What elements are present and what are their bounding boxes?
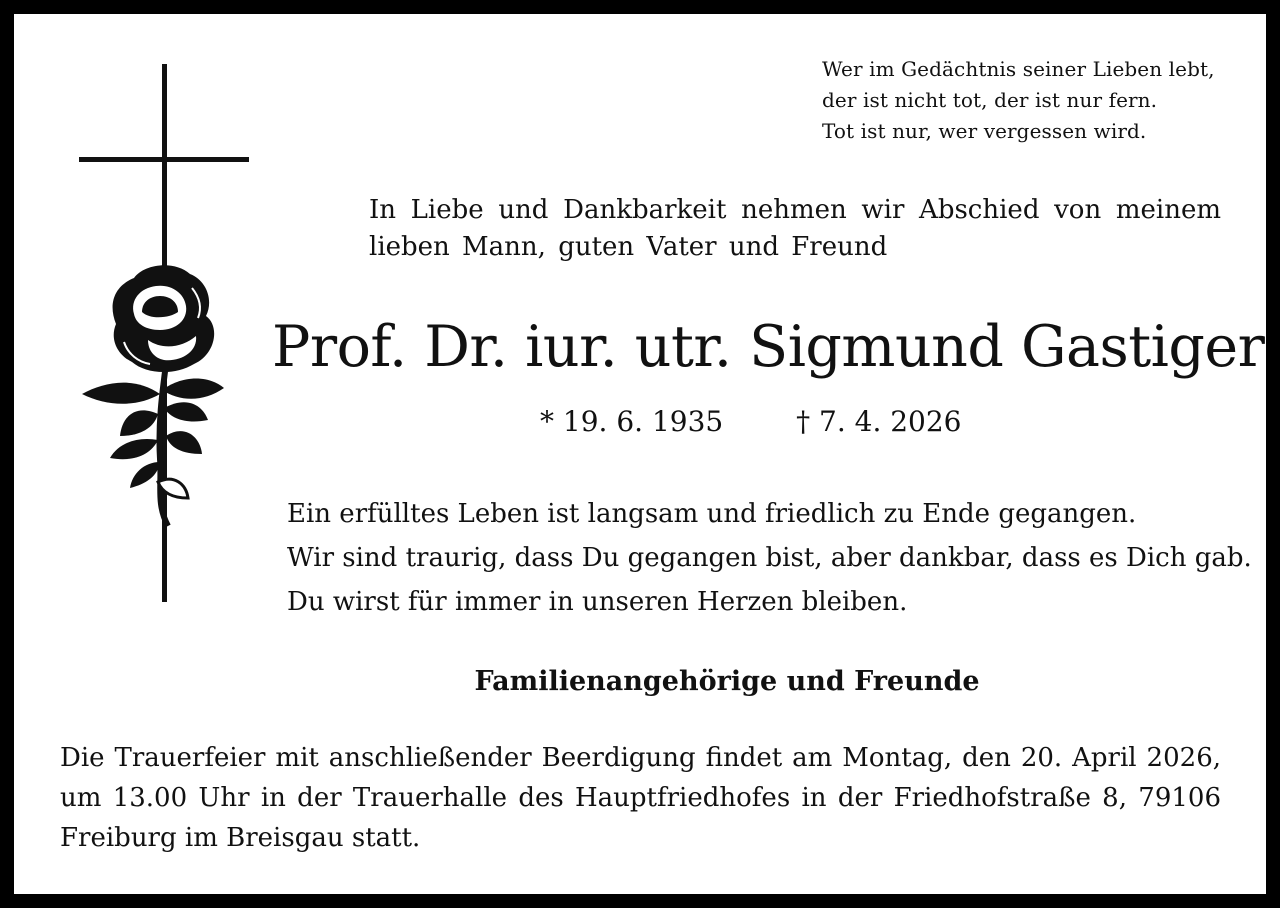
farewell-intro: In Liebe und Dankbarkeit nehmen wir Abschied von meinem lieben Mann, guten Vater und Freund <box>369 195 1221 262</box>
motto-line-2: der ist nicht tot, der ist nur fern. <box>822 88 1158 112</box>
death-date: † 7. 4. 2026 <box>796 405 962 438</box>
obituary-notice <box>14 14 1266 894</box>
memorial-verse <box>287 492 1252 624</box>
motto-line-1: Wer im Gedächtnis seiner Lieben lebt, <box>822 57 1215 81</box>
verse-line-1: Ein erfülltes Leben ist langsam und friedlich zu Ende gegangen. <box>287 499 1137 529</box>
rose-icon <box>82 265 224 526</box>
funeral-details: Die Trauerfeier mit anschließender Beerdigung findet am Montag, den 20. April 2026, um 13.00 Uhr in der Trauerhalle des Hauptfriedhofes in der Friedhofstraße 8, 79106 Freiburg im Breisgau statt. <box>60 743 1221 853</box>
motto-quote <box>822 54 1215 147</box>
cross-with-rose-emblem <box>74 64 254 604</box>
verse-line-2: Wir sind traurig, dass Du gegangen bist, aber dankbar, dass es Dich gab. <box>287 543 1252 573</box>
life-dates <box>540 402 962 442</box>
birth-date: * 19. 6. 1935 <box>540 405 724 438</box>
motto-line-3: Tot ist nur, wer vergessen wird. <box>822 119 1147 143</box>
deceased-name: Prof. Dr. iur. utr. Sigmund Gastiger <box>272 314 1265 380</box>
verse-line-3: Du wirst für immer in unseren Herzen bleiben. <box>287 587 908 617</box>
mourners-signature: Familienangehörige und Freunde <box>474 666 980 697</box>
